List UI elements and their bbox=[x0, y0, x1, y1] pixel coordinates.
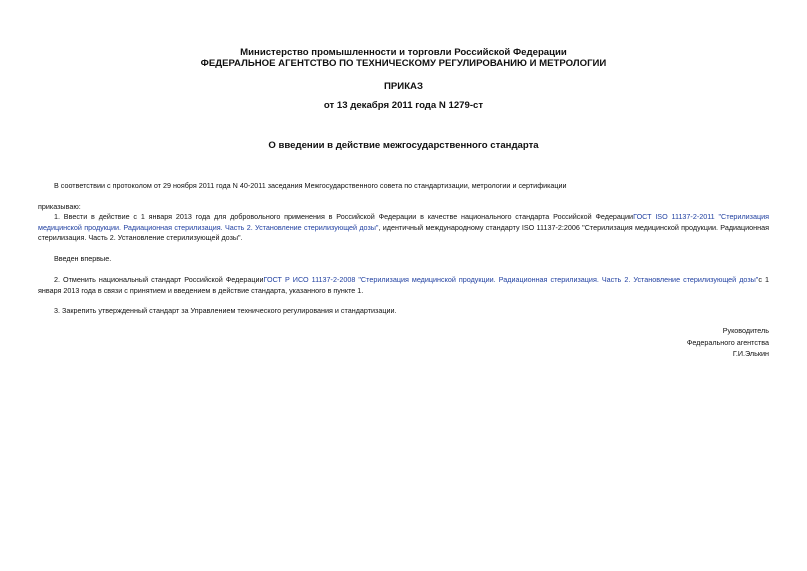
ministry-title: Министерство промышленности и торговли Российской Федерации bbox=[240, 47, 567, 58]
signature-agency: Федерального агентства bbox=[686, 337, 769, 347]
item-1-paragraph bbox=[38, 212, 769, 244]
introduced-first-note: Введен впервые. bbox=[54, 254, 112, 263]
item-2-paragraph bbox=[38, 275, 769, 296]
item-1-text-after: , идентичный международному стандарту ISO 11137-2:2006 "Стерилизация медицинской продукции. Радиационная стерилизация. Часть 2. Установление стерилизующей дозы". bbox=[38, 222, 769, 242]
item-1-text-before: 1. Ввести в действие с 1 января 2013 года для добровольного применения в Российской Федерации в качестве национального стандарта Российской Федерации bbox=[54, 212, 634, 221]
order-date-number: от 13 декабря 2011 года N 1279-ст bbox=[323, 100, 484, 111]
item-2-text-before: 2. Отменить национальный стандарт Российской Федерации bbox=[54, 275, 264, 284]
signature-name: Г.И.Элькин bbox=[732, 349, 769, 358]
item-3-paragraph: 3. Закрепить утвержденный стандарт за Управлением технического регулирования и стандартизации. bbox=[54, 306, 397, 315]
order-word: приказываю: bbox=[38, 202, 81, 211]
gost-r-iso-11137-link[interactable]: ГОСТ Р ИСО 11137-2-2008 "Стерилизация медицинской продукции. Радиационная стерилизация. Часть 2. Установление стерилизующей дозы" bbox=[263, 275, 759, 284]
intro-paragraph: В соответствии с протоколом от 29 ноября 2011 года N 40-2011 заседания Межгосударственного совета по стандартизации, метрологии и сертификации bbox=[54, 181, 567, 190]
agency-title: ФЕДЕРАЛЬНОЕ АГЕНТСТВО ПО ТЕХНИЧЕСКОМУ РЕГУЛИРОВАНИЮ И МЕТРОЛОГИИ bbox=[200, 58, 607, 69]
item-2-text-after: с 1 января 2013 года в связи с принятием и введением в действие стандарта, указанного в пункте 1. bbox=[38, 275, 769, 295]
signature-position: Руководитель bbox=[722, 326, 769, 335]
gost-iso-11137-link[interactable]: ГОСТ ISO 11137-2-2011 "Стерилизация медицинской продукции. Радиационная стерилизация. Часть 2. Установление стерилизующей дозы" bbox=[38, 212, 769, 232]
signature-block bbox=[687, 325, 769, 360]
document-type: ПРИКАЗ bbox=[384, 81, 423, 92]
order-subject: О введении в действие межгосударственного стандарта bbox=[268, 140, 539, 151]
